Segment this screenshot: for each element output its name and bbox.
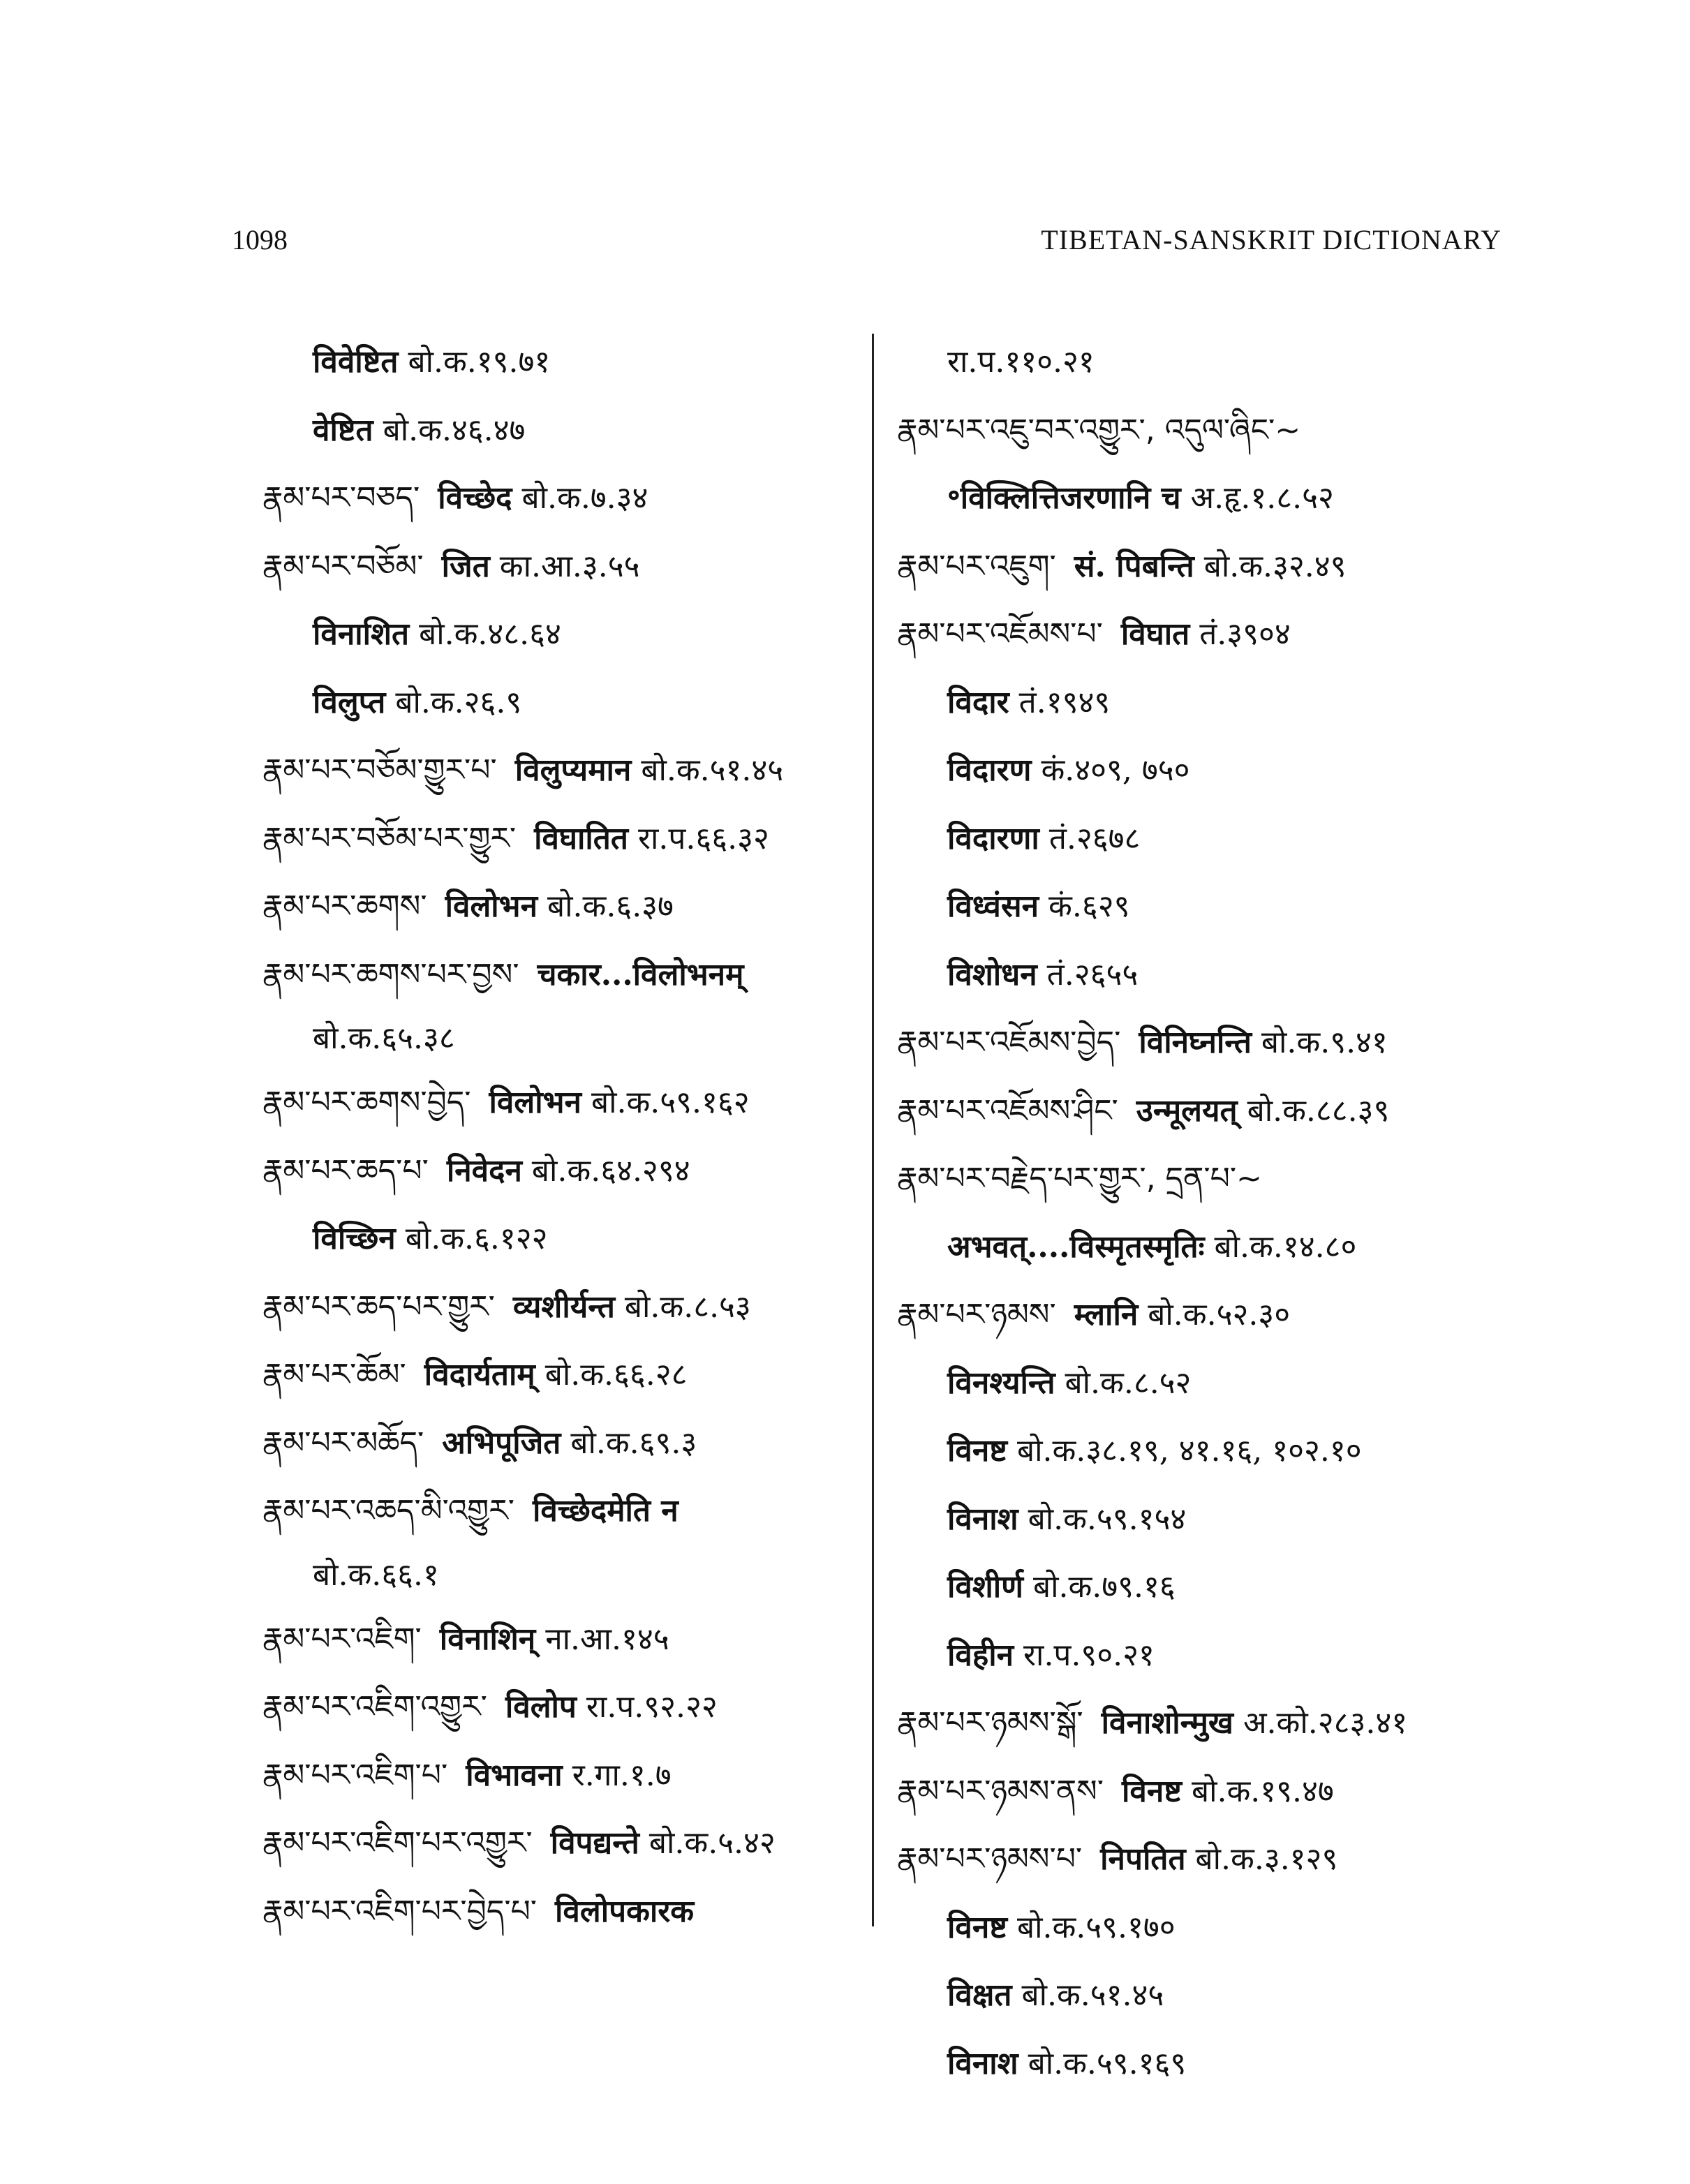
- dictionary-entry: [262, 1605, 863, 1674]
- source-reference: बो.क.५९.१६९: [1028, 2045, 1187, 2081]
- sanskrit-equivalent: सं. पिबन्ति: [1074, 548, 1194, 584]
- source-reference: रा.प.११०.२१: [947, 344, 1095, 380]
- source-reference: बो.क.२६.९: [395, 684, 522, 720]
- tibetan-headword: རྣམ་པར་མཆོད་: [262, 1425, 424, 1461]
- dictionary-entry: [897, 600, 1525, 669]
- source-reference: बो.क.६६.१: [313, 1557, 439, 1593]
- dictionary-entry: [262, 1673, 863, 1741]
- dictionary-entry: [897, 328, 1525, 396]
- dictionary-entry: [262, 805, 863, 873]
- dictionary-entry: [262, 1477, 863, 1545]
- sanskrit-equivalent: विनष्ट: [1122, 1773, 1182, 1809]
- sanskrit-equivalent: विक्षत: [947, 1977, 1012, 2013]
- source-reference: कं.४०९, ७५०: [1041, 752, 1190, 788]
- left-column: [262, 328, 863, 1945]
- sanskrit-equivalent: विपद्यन्ते: [550, 1825, 639, 1861]
- sanskrit-equivalent: उन्मूलयत्: [1136, 1092, 1238, 1129]
- dictionary-entry: [897, 1758, 1525, 1826]
- source-reference: रा.प.६६.३२: [637, 820, 769, 856]
- sanskrit-equivalent: निपतित: [1100, 1841, 1186, 1877]
- sanskrit-equivalent: विलोपकारक: [555, 1893, 695, 1929]
- sanskrit-equivalent: विशीर्ण: [947, 1569, 1023, 1605]
- sanskrit-equivalent: विदारण: [947, 752, 1032, 788]
- source-reference: तं.२६५५: [1046, 956, 1139, 993]
- tibetan-headword: རྣམ་པར་འཇིག་འགྱུར་: [262, 1689, 487, 1725]
- sanskrit-equivalent: विभावना: [466, 1757, 563, 1793]
- tibetan-headword: རྣམ་པར་ཆད་པར་གྱུར་: [262, 1288, 495, 1325]
- dictionary-entry: [262, 872, 863, 941]
- tibetan-headword: རྣམ་པར་འཇིག་པ་: [262, 1757, 448, 1793]
- sanskrit-equivalent: विच्छेद: [438, 480, 512, 516]
- dictionary-entry: [262, 1878, 863, 1946]
- dictionary-entry: [262, 1545, 863, 1605]
- source-reference: बो.क.६.१२२: [405, 1221, 548, 1256]
- source-reference: बो.क.७.३४: [521, 480, 648, 516]
- dictionary-entry: [897, 1417, 1525, 1485]
- tibetan-headword: རྣམ་པར་བཅོམ་པར་གྱུར་: [262, 820, 517, 856]
- dictionary-entry: [897, 1145, 1525, 1213]
- source-reference: बो.क.५९.१६२: [591, 1085, 750, 1120]
- tibetan-headword: རྣམ་པར་ཉམས་ནས་: [897, 1773, 1104, 1809]
- source-reference: बो.क.५९.१७०: [1016, 1909, 1176, 1945]
- sanskrit-equivalent: वेष्टित: [313, 412, 373, 448]
- sanskrit-equivalent: विलोभन: [489, 1085, 581, 1120]
- tibetan-headword: རྣམ་པར་ཆད་པ་: [262, 1152, 429, 1189]
- source-reference: बो.क.६६.२८: [544, 1357, 688, 1392]
- dictionary-entry: [897, 1077, 1525, 1145]
- dictionary-entry: [897, 736, 1525, 805]
- dictionary-entry: [897, 1553, 1525, 1621]
- dictionary-entry: [262, 533, 863, 601]
- source-reference: कं.६२९: [1048, 889, 1130, 924]
- tibetan-headword: རྣམ་པར་འཇོམས་པ་: [897, 616, 1103, 652]
- source-reference: बो.क.३.१२९: [1195, 1841, 1338, 1877]
- tibetan-headword: རྣམ་པར་འཇིག་པར་འགྱུར་: [262, 1825, 533, 1861]
- tibetan-headword: རྣམ་པར་ཉམས་པ་: [897, 1841, 1083, 1877]
- dictionary-entry: [262, 1273, 863, 1342]
- dictionary-entry: [897, 1894, 1525, 1962]
- tibetan-headword: རྣམ་པར་འཇིག་: [262, 1621, 422, 1657]
- running-title: TIBETAN-SANSKRIT DICTIONARY: [1041, 224, 1502, 255]
- source-reference: तं.३९०४: [1199, 616, 1291, 652]
- dictionary-entry: [897, 1689, 1525, 1758]
- source-reference: अ.को.२८३.४१: [1243, 1705, 1408, 1741]
- dictionary-entry: [897, 2030, 1525, 2098]
- source-reference: बो.क.८.५३: [624, 1288, 751, 1325]
- dictionary-entry: [262, 1069, 863, 1137]
- right-column: [897, 328, 1525, 2097]
- tibetan-headword: རྣམ་པར་ཆགས་པར་བྱས་: [262, 956, 519, 993]
- tibetan-headword: རྣམ་པར་བཅད་: [262, 480, 420, 516]
- source-reference: बो.क.६४.२९४: [531, 1152, 690, 1189]
- dictionary-entry: [897, 1213, 1525, 1282]
- dictionary-entry: [897, 1961, 1525, 2030]
- sanskrit-equivalent: विघात: [1120, 616, 1190, 652]
- sanskrit-equivalent: विनष्ट: [947, 1909, 1007, 1945]
- dictionary-entry: [262, 669, 863, 737]
- tibetan-headword: རྣམ་པར་འཇུ་བར་འགྱུར་, འདུལ་ཞིང་~: [897, 412, 1301, 448]
- dictionary-entry: [262, 736, 863, 805]
- dictionary-entry: [262, 1205, 863, 1273]
- tibetan-headword: རྣམ་པར་འཇོམས་བྱེད་: [897, 1025, 1121, 1060]
- dictionary-entry: [897, 1009, 1525, 1077]
- sanskrit-equivalent: विलुप्त: [313, 684, 386, 720]
- tibetan-headword: རྣམ་པར་ཆགས་བྱེད་: [262, 1085, 471, 1120]
- source-reference: बो.क.१९.४७: [1191, 1773, 1334, 1809]
- source-reference: बो.क.५२.३०: [1148, 1297, 1291, 1332]
- source-reference: का.आ.३.५५: [499, 548, 640, 584]
- dictionary-entry: [262, 1137, 863, 1205]
- dictionary-entry: [262, 600, 863, 669]
- sanskrit-equivalent: विनाश: [947, 2045, 1018, 2081]
- sanskrit-equivalent: विलुप्यमान: [514, 752, 632, 788]
- tibetan-headword: རྣམ་པར་འཇུག་: [897, 548, 1056, 584]
- sanskrit-equivalent: विनष्ट: [947, 1433, 1007, 1469]
- sanskrit-equivalent: विनाशित: [313, 616, 410, 652]
- tibetan-headword: རྣམ་པར་འཆད་མི་འགྱུར་: [262, 1493, 514, 1529]
- dictionary-entry: [262, 1009, 863, 1069]
- tibetan-headword: རྣམ་པར་འཇོམས་ཤིང་: [897, 1092, 1118, 1129]
- source-reference: र.गा.१.७: [572, 1757, 672, 1793]
- sanskrit-equivalent: विदार: [947, 684, 1009, 720]
- dictionary-entry: [262, 1409, 863, 1478]
- sanskrit-equivalent: म्लानि: [1074, 1297, 1139, 1332]
- dictionary-entry: [897, 1349, 1525, 1418]
- tibetan-headword: རྣམ་པར་ཆོམ་: [262, 1357, 406, 1392]
- source-reference: बो.क.४८.६४: [419, 616, 561, 652]
- tibetan-headword: རྣམ་པར་བཅོམ་: [262, 548, 424, 584]
- source-reference: तं.१९४९: [1018, 684, 1111, 720]
- tibetan-headword: རྣམ་པར་བརྗེད་པར་གྱུར་, དྲན་པ་~: [897, 1161, 1262, 1196]
- sanskrit-equivalent: अभवत्....विस्मृतस्मृतिः: [947, 1228, 1205, 1265]
- page-number: 1098: [232, 224, 288, 255]
- sanskrit-equivalent: विघातित: [534, 820, 628, 856]
- source-reference: बो.क.६.३७: [547, 889, 674, 924]
- sanskrit-equivalent: विनाश: [947, 1501, 1018, 1537]
- source-reference: अ.हृ.१.८.५२: [1190, 480, 1334, 516]
- source-reference: बो.क.५.४२: [648, 1825, 776, 1861]
- dictionary-entry: [897, 872, 1525, 941]
- source-reference: बो.क.३२.४९: [1203, 548, 1347, 584]
- tibetan-headword: རྣམ་པར་ཉམས་སྒོ་: [897, 1705, 1083, 1741]
- dictionary-entry: [897, 669, 1525, 737]
- source-reference: बो.क.८.५२: [1065, 1365, 1192, 1401]
- tibetan-headword: རྣམ་པར་ཉམས་: [897, 1297, 1056, 1332]
- sanskrit-equivalent: विदार्यताम्: [424, 1357, 535, 1392]
- sanskrit-equivalent: जित: [441, 548, 490, 584]
- source-reference: बो.क.८८.३९: [1247, 1092, 1390, 1129]
- source-reference: बो.क.१४.८०: [1214, 1228, 1357, 1265]
- source-reference: रा.प.९२.२२: [586, 1689, 718, 1725]
- dictionary-entry: [897, 1825, 1525, 1894]
- sanskrit-equivalent: विच्छेदमेति न: [532, 1493, 679, 1529]
- source-reference: बो.क.१९.७१: [408, 344, 551, 380]
- dictionary-entry: [262, 1741, 863, 1810]
- sanskrit-equivalent: अभिपूजित: [442, 1425, 561, 1461]
- source-reference: रा.प.९०.२१: [1023, 1637, 1155, 1673]
- dictionary-entry: [897, 805, 1525, 873]
- source-reference: बो.क.३८.१९, ४१.१६, १०२.१०: [1016, 1433, 1362, 1469]
- sanskrit-equivalent: विच्छिन: [313, 1221, 396, 1256]
- sanskrit-equivalent: निवेदन: [446, 1152, 522, 1189]
- sanskrit-equivalent: विशोधन: [947, 956, 1037, 993]
- sanskrit-equivalent: व्यशीर्यन्त: [512, 1288, 615, 1325]
- dictionary-entry: [897, 533, 1525, 601]
- dictionary-entry: [897, 1621, 1525, 1690]
- sanskrit-equivalent: विनाशिन्: [439, 1621, 536, 1657]
- dictionary-entry: [262, 396, 863, 465]
- dictionary-entry: [897, 941, 1525, 1009]
- tibetan-headword: རྣམ་པར་བཅོམ་གྱུར་པ་: [262, 752, 497, 788]
- sanskrit-equivalent: विवेष्टित: [313, 344, 399, 380]
- dictionary-entry: [262, 464, 863, 533]
- sanskrit-equivalent: ॰विक्लित्तिजरणानि च: [947, 480, 1181, 516]
- source-reference: बो.क.५१.४५: [1021, 1977, 1164, 2013]
- source-reference: बो.क.४६.४७: [383, 412, 526, 448]
- dictionary-entry: [262, 328, 863, 396]
- source-reference: ना.आ.१४५: [545, 1621, 669, 1657]
- source-reference: बो.क.६५.३८: [313, 1020, 455, 1056]
- source-reference: बो.क.६९.३: [570, 1425, 697, 1461]
- source-reference: बो.क.९.४१: [1261, 1025, 1388, 1060]
- sanskrit-equivalent: विलोप: [505, 1689, 577, 1725]
- sanskrit-equivalent: विध्वंसन: [947, 889, 1039, 924]
- source-reference: बो.क.५१.४५: [641, 752, 784, 788]
- dictionary-entry: [897, 396, 1525, 465]
- dictionary-entry: [897, 1281, 1525, 1349]
- sanskrit-equivalent: विनिघ्नन्ति: [1139, 1025, 1252, 1060]
- source-reference: बो.क.५९.१५४: [1028, 1501, 1187, 1537]
- dictionary-entry: [262, 1341, 863, 1409]
- tibetan-headword: རྣམ་པར་འཇིག་པར་བྱེད་པ་: [262, 1893, 538, 1929]
- sanskrit-equivalent: विदारणा: [947, 820, 1039, 856]
- sanskrit-equivalent: विलोभन: [445, 889, 538, 924]
- dictionary-entry: [897, 464, 1525, 533]
- column-divider: [872, 334, 874, 1926]
- source-reference: तं.२६७८: [1048, 820, 1141, 856]
- source-reference: बो.क.७९.१६: [1033, 1569, 1176, 1605]
- dictionary-entry: [262, 1809, 863, 1878]
- tibetan-headword: རྣམ་པར་ཆགས་: [262, 889, 427, 924]
- sanskrit-equivalent: विहीन: [947, 1637, 1014, 1673]
- sanskrit-equivalent: चकार...विलोभनम्: [537, 956, 744, 993]
- sanskrit-equivalent: विनश्यन्ति: [947, 1365, 1055, 1401]
- dictionary-entry: [897, 1485, 1525, 1554]
- dictionary-entry: [262, 941, 863, 1009]
- sanskrit-equivalent: विनाशोन्मुख: [1101, 1705, 1233, 1741]
